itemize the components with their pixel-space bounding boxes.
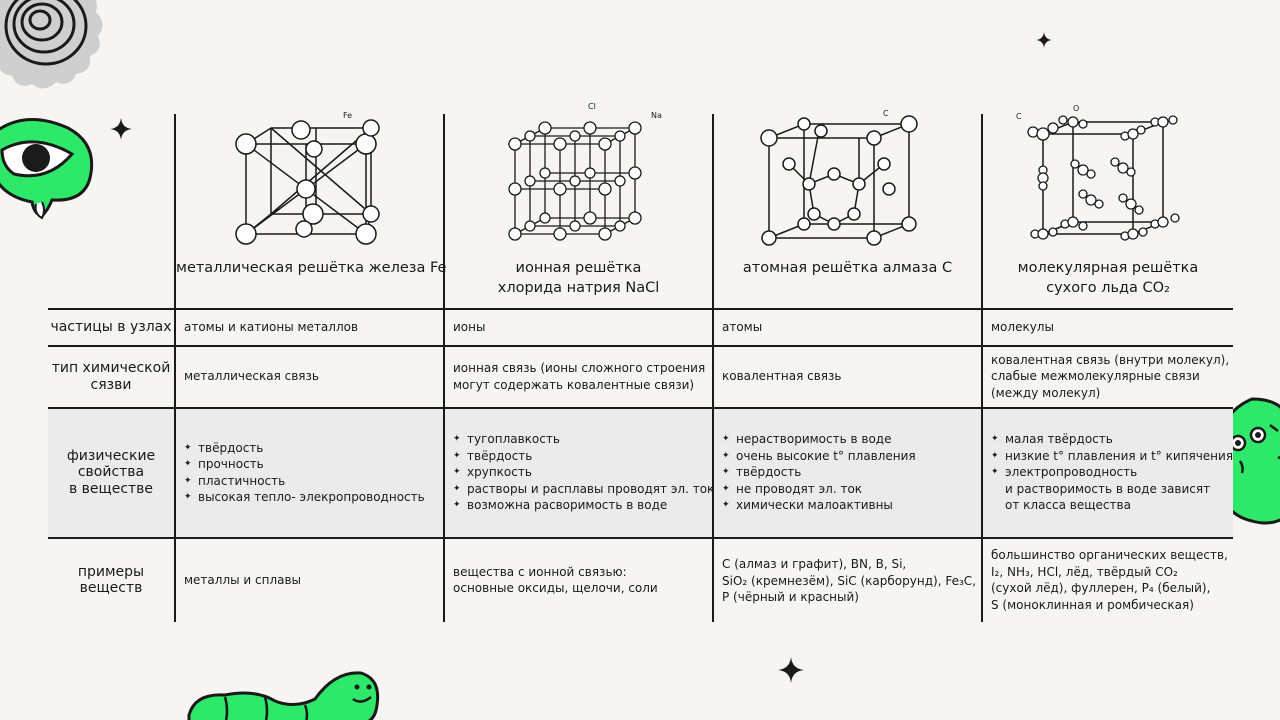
- cell-line: большинство органических веществ,: [991, 548, 1228, 562]
- cell-line: S (моноклинная и ромбическая): [991, 597, 1194, 612]
- bullet-item: ✦ низкие t° плавления и t° кипячения: [991, 448, 1231, 465]
- cell-line: слабые межмолекулярные связи: [991, 369, 1200, 384]
- atom-label: O: [1073, 104, 1080, 113]
- table-cell: [722, 346, 977, 407]
- column-header-diamond: [714, 109, 981, 308]
- row-label-examples: [48, 538, 174, 622]
- eye-sticker-icon: [0, 110, 103, 220]
- table-cell: [184, 309, 439, 345]
- cell-line: атомы: [722, 319, 763, 334]
- bullet-item: ✦ высокая тепло- элекропроводность: [184, 489, 439, 506]
- diamond-lattice-icon: [714, 114, 981, 254]
- bullet-item: ✦ не проводят эл. ток: [722, 481, 977, 498]
- cell-line: вещества с ионной связью:: [453, 564, 627, 579]
- cell-line: молекулы: [991, 319, 1054, 334]
- bullet-item: ✦ прочность: [184, 456, 439, 473]
- bullet-item-continuation: и растворимость в воде зависят: [1005, 481, 1211, 496]
- bullet-item: ✦ химически малоактивны: [722, 497, 977, 514]
- cell-line: SiO₂ (кремнезём), SiC (карборунд), Fe₃C,: [722, 573, 976, 588]
- column-title-line: хлорида натрия NaCl: [497, 280, 660, 296]
- bullet-item: ✦ твёрдость: [184, 440, 439, 457]
- nacl-lattice-icon: [445, 114, 712, 254]
- bullet-item: ✦ очень высокие t° плавления: [722, 448, 977, 465]
- green-caterpillar-icon: [185, 665, 385, 720]
- iron-lattice-icon: [176, 114, 443, 254]
- table-cell: [722, 408, 977, 537]
- table-cell: [184, 408, 439, 537]
- table-cell: [453, 346, 708, 407]
- table-cell: [991, 309, 1231, 345]
- table-cell: [991, 538, 1231, 622]
- bullet-item: ✦ электропроводность: [991, 464, 1231, 481]
- column-title-line: ионная решётка: [515, 260, 642, 276]
- spiral-sticker-icon: [0, 0, 110, 105]
- bullet-item: ✦ нерастворимость в воде: [722, 431, 977, 448]
- table-cell: [722, 538, 977, 622]
- column-title-line: атомная решётка алмаза C: [742, 260, 953, 276]
- table-cell: [453, 309, 708, 345]
- sparkle-icon: [1036, 32, 1052, 48]
- row-label-line: тип химической: [51, 360, 171, 376]
- cell-line: металлы и сплавы: [184, 572, 302, 587]
- atom-label: Cl: [588, 102, 596, 111]
- cell-line: ковалентная связь: [722, 369, 842, 384]
- cell-line: P (чёрный и красный): [722, 590, 859, 604]
- bullet-item: ✦ пластичность: [184, 473, 439, 490]
- cell-line: металлическая связь: [184, 369, 319, 384]
- bullet-item: ✦ тугоплавкость: [453, 431, 708, 448]
- row-label-physical-properties: [48, 408, 174, 537]
- table-cell: [991, 346, 1231, 407]
- cell-line: ковалентная связь (внутри молекул),: [991, 352, 1230, 367]
- column-title-line: сухого льда CO₂: [1046, 280, 1170, 296]
- column-title: [714, 258, 981, 278]
- atom-label: Na: [651, 111, 662, 120]
- table-cell: [722, 309, 977, 345]
- row-label-line: веществ: [79, 580, 143, 596]
- cell-line: (между молекул): [991, 385, 1101, 400]
- cell-line: ионная связь (ионы сложного строения: [453, 361, 706, 375]
- table-cell: [184, 346, 439, 407]
- table-cell: [184, 538, 439, 622]
- column-header-iron: [176, 111, 447, 308]
- bullet-item: ✦ малая твёрдость: [991, 431, 1231, 448]
- cell-line: основные оксиды, щелочи, соли: [453, 581, 658, 595]
- table-cell: [991, 408, 1234, 537]
- row-label-line: примеры: [77, 563, 145, 580]
- row-label-line: в веществе: [68, 480, 154, 497]
- column-title: [176, 258, 447, 278]
- row-label-bond-type: [48, 346, 174, 407]
- bullet-item: ✦ хрупкость: [453, 464, 708, 481]
- sparkle-icon: [778, 657, 804, 683]
- row-label-line: свойства: [77, 464, 145, 481]
- bullet-item: ✦ возможна расворимость в воде: [453, 497, 708, 514]
- cell-line: (сухой лёд), фуллерен, P₄ (белый),: [991, 581, 1211, 595]
- row-label-particles: [48, 309, 174, 345]
- column-title-line: молекулярная решётка: [1017, 260, 1199, 276]
- bullet-item-continuation: от класса вещества: [1005, 498, 1131, 513]
- atom-label: C: [883, 109, 889, 118]
- cell-line: C (алмаз и графит), BN, B, Si,: [722, 557, 907, 571]
- sparkle-icon: [110, 118, 132, 140]
- column-title: [445, 258, 712, 298]
- cell-line: могут содержать ковалентные связи): [453, 377, 695, 392]
- cell-line: I₂, NH₃, HCl, лёд, твёрдый CO₂: [991, 564, 1178, 579]
- row-label-line: физические: [66, 447, 156, 464]
- column-header-co2: [983, 104, 1233, 308]
- column-title: [983, 258, 1233, 298]
- bullet-item: ✦ твёрдость: [453, 448, 708, 465]
- bullet-item: ✦ твёрдость: [722, 464, 977, 481]
- column-header-nacl: [445, 102, 712, 308]
- atom-label: C: [1016, 112, 1022, 121]
- column-title-line: металлическая решётка железа Fe: [176, 260, 447, 276]
- cell-line: ионы: [453, 319, 486, 334]
- table-cell: [453, 538, 708, 622]
- row-label-line: сязви: [90, 376, 132, 393]
- cell-line: атомы и катионы металлов: [184, 319, 359, 334]
- row-label-line: частицы в узлах: [50, 318, 172, 335]
- bullet-item: ✦ растворы и расплавы проводят эл. ток: [453, 481, 708, 498]
- table-cell: [453, 408, 715, 537]
- atom-label: Fe: [343, 111, 353, 120]
- co2-lattice-icon: [983, 114, 1233, 254]
